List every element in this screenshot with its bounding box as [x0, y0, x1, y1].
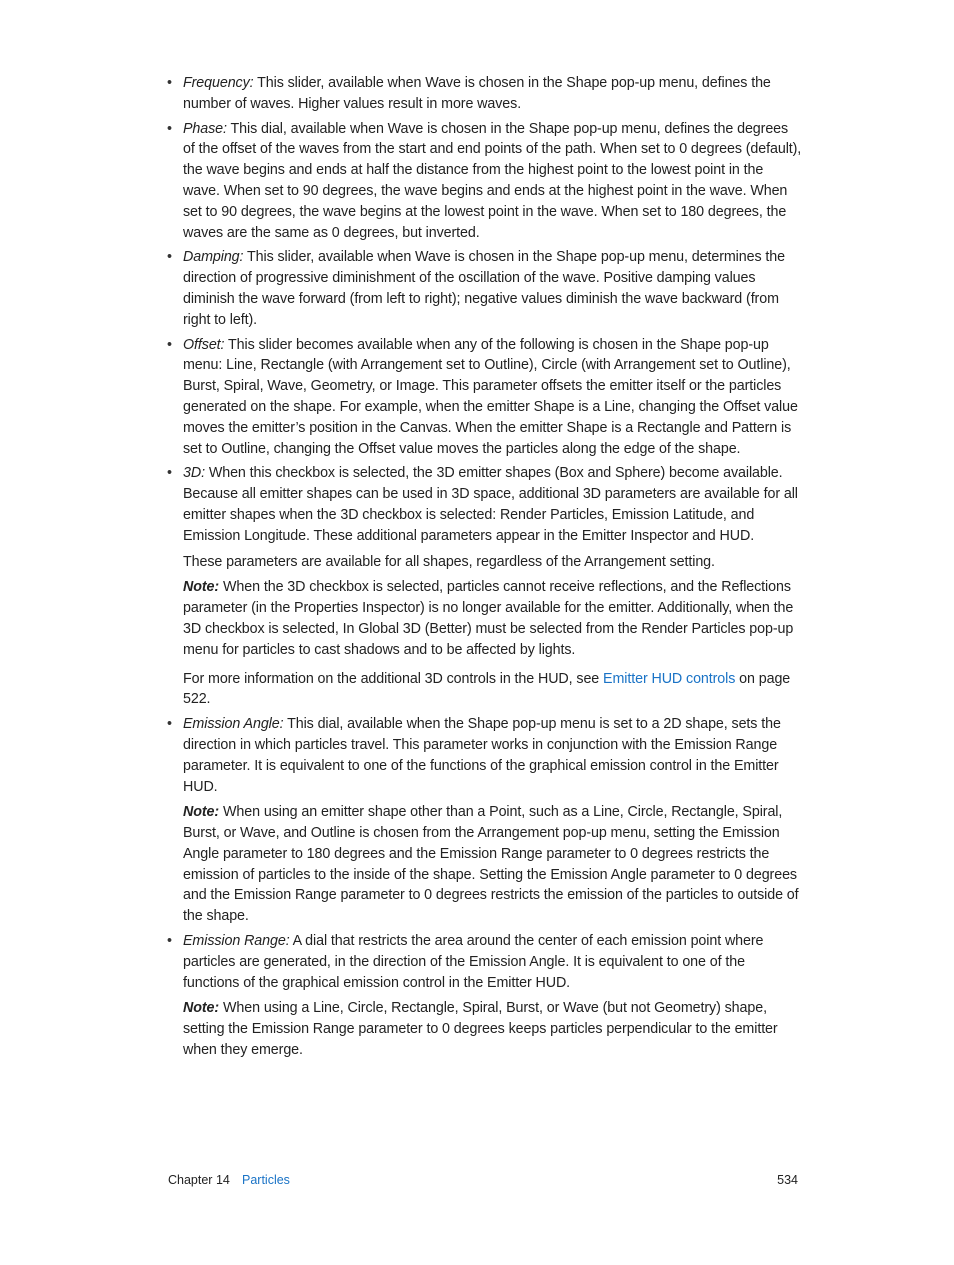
list-item-frequency: [165, 73, 803, 115]
note-text: When using an emitter shape other than a Point, such as a Line, Circle, Rectangle, Spiral, Burst, or Wave, and Outline is chosen from the Arrangement pop-up menu, setting the Emission Angle parameter to 180 degrees and the Emission Range parameter to 0 degrees restricts the emission of particles to the inside of the shape. Setting the Emission Angle parameter to 0 degrees and the Emission Range parameter to 0 degrees restricts the emission of the particles to outside of the shape.: [183, 804, 799, 925]
note-paragraph: [183, 577, 803, 660]
more-info-page: on page 522.: [183, 670, 791, 708]
list-item-emission-range: [165, 931, 803, 1061]
item-paragraph: [183, 714, 803, 797]
more-info-text: For more information on the additional 3D controls in the HUD, see: [183, 670, 604, 687]
note-label: Note:: [183, 579, 220, 596]
list-item-emission-angle: [165, 714, 803, 927]
list-item-damping: [165, 247, 803, 330]
note-paragraph: [183, 998, 803, 1060]
page-footer: [168, 1173, 798, 1191]
bullet-icon: •: [167, 933, 172, 950]
item-label: Phase:: [183, 120, 227, 137]
note-label: Note:: [183, 1000, 220, 1017]
item-paragraph: [183, 931, 803, 993]
bullet-icon: •: [167, 716, 172, 733]
bullet-icon: •: [167, 336, 172, 353]
item-sub-paragraph: These parameters are available for all shapes, regardless of the Arrangement setting.: [183, 553, 715, 570]
item-paragraph: [183, 119, 803, 244]
more-info-paragraph: [183, 669, 803, 711]
footer-chapter: Chapter 14: [168, 1173, 230, 1187]
emitter-hud-controls-link[interactable]: Emitter HUD controls: [603, 670, 736, 687]
list-item-phase: [165, 119, 803, 244]
item-label: Damping:: [183, 249, 244, 266]
item-paragraph: [183, 335, 803, 460]
list-item-3d: [165, 463, 803, 710]
item-description: This dial, available when the Shape pop-up menu is set to a 2D shape, sets the direction in which particles travel. This parameter works in conjunction with the Emission Range parameter. It is equivalent to one of the functions of the graphical emission control in the Emitter HUD.: [183, 716, 781, 795]
bullet-icon: •: [167, 120, 172, 137]
page-number: 534: [777, 1173, 798, 1187]
note-text: When the 3D checkbox is selected, particles cannot receive reflections, and the Reflections parameter (in the Properties Inspector) is no longer available for the emitter. Additionally, when the 3D checkbox is selected, In Global 3D (Better) must be selected from the Render Particles pop-up menu for particles to cast shadows and to be affected by lights.: [183, 579, 794, 658]
item-description: This dial, available when Wave is chosen in the Shape pop-up menu, defines the degrees of the offset of the waves from the start and end points of the path. When set to 0 degrees (default), the wave begins and ends at half the distance from the highest point to the lowest point in the wave. When set to 90 degrees, the wave begins and ends at the highest point in the wave. When set to 90 degrees, the wave begins at the lowest point in the wave. When set to 180 degrees, the waves are the same as 0 degrees, but inverted.: [183, 120, 802, 241]
item-label: Emission Angle:: [183, 716, 284, 733]
bullet-icon: •: [167, 75, 172, 91]
note-label: Note:: [183, 804, 220, 821]
item-label: Emission Range:: [183, 933, 290, 950]
item-label: Offset:: [183, 336, 225, 353]
item-label: Frequency:: [183, 75, 254, 91]
item-paragraph: [183, 73, 803, 115]
bullet-icon: •: [167, 465, 172, 482]
item-paragraph: [183, 247, 803, 330]
note-paragraph: [183, 802, 803, 927]
item-paragraph: [183, 463, 803, 546]
item-description: When this checkbox is selected, the 3D emitter shapes (Box and Sphere) become available. Because all emitter shapes can be used in 3D space, additional 3D parameters are available for all emitter shapes when the 3D checkbox is selected: Render Particles, Emission Latitude, and Emission Longitude. These additional parameters appear in the Emitter Inspector and HUD.: [183, 465, 798, 544]
item-description: A dial that restricts the area around the center of each emission point where particles are generated, in the direction of the Emission Angle. It is equivalent to one of the functions of the graphical emission control in the Emitter HUD.: [183, 933, 764, 991]
item-label: 3D:: [183, 465, 205, 482]
document-body: [165, 73, 803, 1065]
bullet-icon: •: [167, 249, 172, 266]
item-description: This slider becomes available when any of the following is chosen in the Shape pop-up menu: Line, Rectangle (with Arrangement set to Outline), Circle (with Arrangement set to Outline), Burst, Spiral, Wave, Geometry, or Image. This parameter offsets the emitter itself or the particles generated on the shape. For example, when the emitter Shape is a Line, changing the Offset value moves the emitter’s position in the Canvas. When the emitter Shape is a Rectangle and Pattern is set to Outline, changing the Offset value moves the particles along the edge of the shape.: [183, 336, 798, 457]
note-text: When using a Line, Circle, Rectangle, Spiral, Burst, or Wave (but not Geometry) shape, setting the Emission Range parameter to 0 degrees keeps particles perpendicular to the emitter when they emerge.: [183, 1000, 778, 1059]
item-description: This slider, available when Wave is chosen in the Shape pop-up menu, determines the direction of progressive diminishment of the oscillation of the wave. Positive damping values diminish the wave forward (from left to right); negative values diminish the wave backward (from right to left).: [183, 249, 785, 328]
item-description: This slider, available when Wave is chosen in the Shape pop-up menu, defines the number of waves. Higher values result in more waves.: [183, 75, 771, 112]
list-item-offset: [165, 335, 803, 460]
footer-chapter-link[interactable]: Particles: [242, 1173, 290, 1187]
parameter-list: [165, 73, 803, 1061]
